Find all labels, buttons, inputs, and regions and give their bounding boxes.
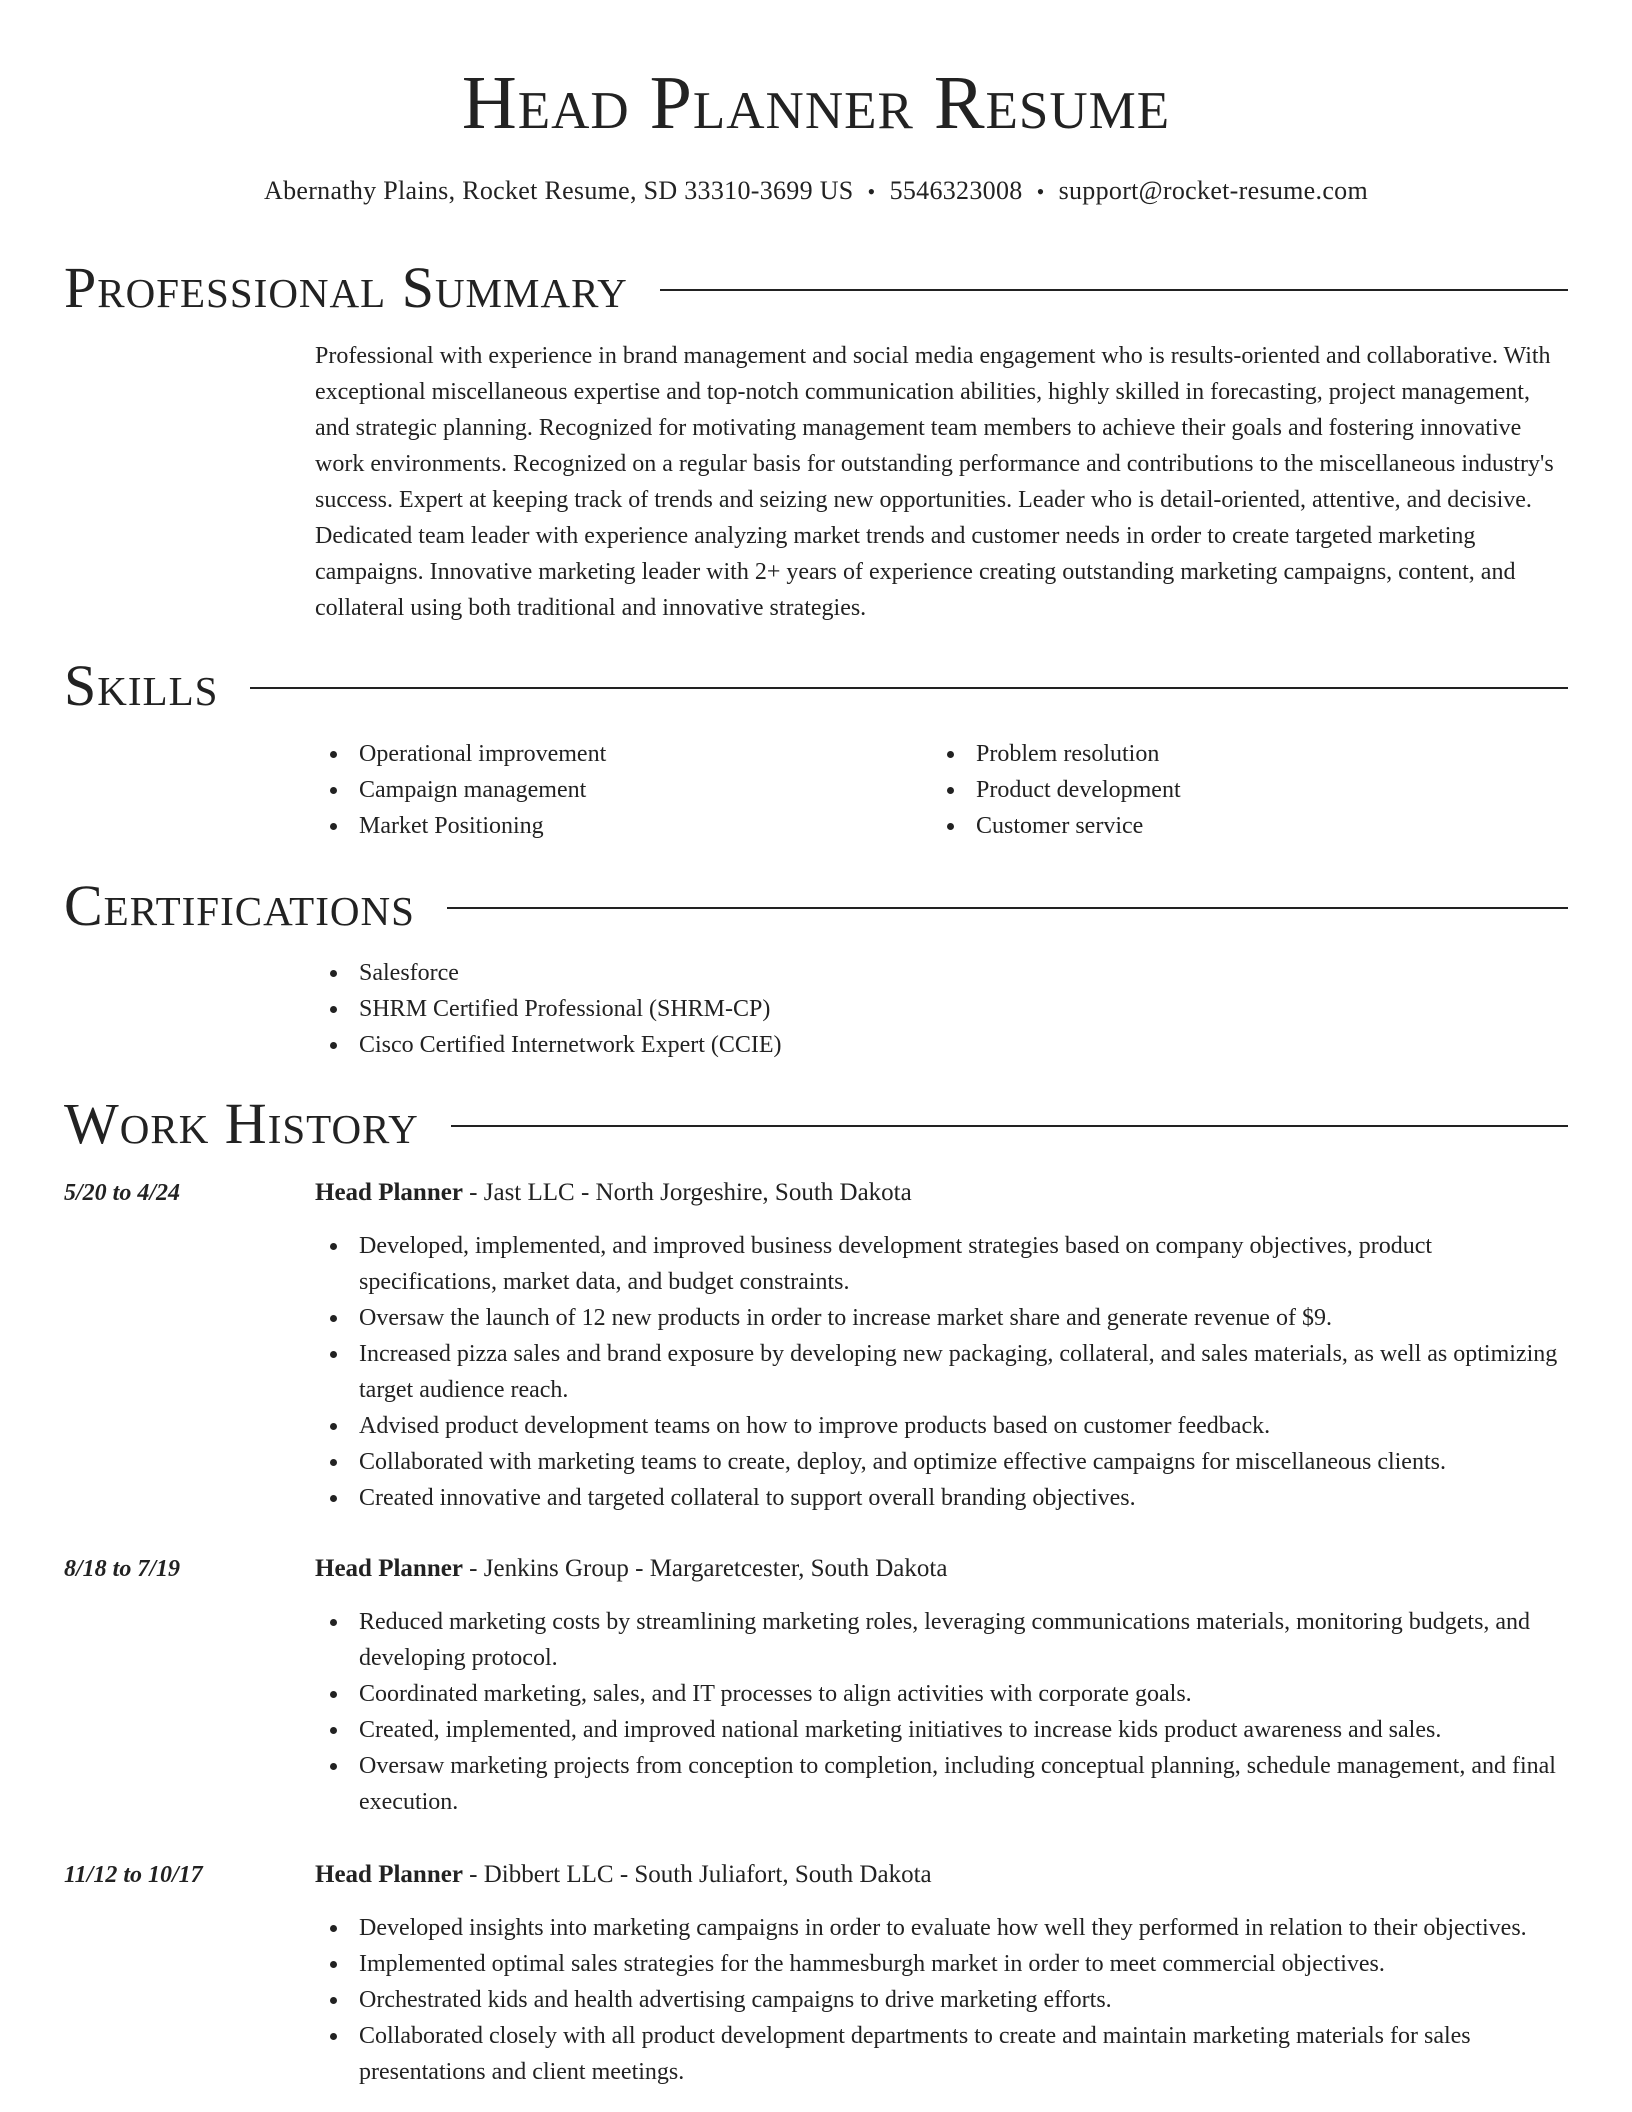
contact-phone[interactable]: 5546323008 xyxy=(889,176,1023,205)
skill-item: Product development xyxy=(932,772,1532,808)
contact-separator: • xyxy=(1036,179,1045,204)
job-dates: 5/20 to 4/24 xyxy=(64,1180,181,1206)
job-employer-location: - Jenkins Group - Margaretcester, South Dakota xyxy=(462,1555,948,1582)
certification-item: SHRM Certified Professional (SHRM-CP) xyxy=(315,991,1515,1027)
job-bullet: Developed insights into marketing campaigns in order to evaluate how well they performed in relation to their objectives. xyxy=(315,1910,1568,1946)
job-bullet: Developed, implemented, and improved business development strategies based on company objectives, product specifications, market data, and budget constraints. xyxy=(315,1228,1568,1300)
section-title-summary: Professional Summary xyxy=(64,255,628,320)
skills-list-left xyxy=(315,736,915,844)
job-bullet: Orchestrated kids and health advertising campaigns to drive marketing efforts. xyxy=(315,1982,1568,2018)
skill-item: Campaign management xyxy=(315,772,915,808)
job-bullet: Increased pizza sales and brand exposure by developing new packaging, collateral, and sales materials, as well as optimizing target audience reach. xyxy=(315,1336,1568,1408)
job-bullet: Advised product development teams on how to improve products based on customer feedback. xyxy=(315,1408,1568,1444)
section-title-work-history: Work History xyxy=(64,1091,419,1156)
section-divider xyxy=(250,687,1568,689)
job-bullet: Created innovative and targeted collateral to support overall branding objectives. xyxy=(315,1480,1568,1516)
skills-column-right xyxy=(932,736,1532,844)
section-title-skills: Skills xyxy=(64,653,219,718)
job-title: Head Planner xyxy=(315,1861,463,1888)
job-bullets xyxy=(315,1228,1568,1516)
job-bullet: Created, implemented, and improved national marketing initiatives to increase kids product awareness and sales. xyxy=(315,1712,1568,1748)
job-employer-location: - Jast LLC - North Jorgeshire, South Dakota xyxy=(462,1179,912,1206)
job-bullet: Reduced marketing costs by streamlining marketing roles, leveraging communications materials, monitoring budgets, and developing protocol. xyxy=(315,1604,1568,1676)
job-bullets xyxy=(315,1604,1568,1820)
job-title-line xyxy=(315,1551,947,1587)
resume-title: Head Planner Resume xyxy=(461,61,1171,145)
job-title: Head Planner xyxy=(315,1179,463,1206)
section-divider xyxy=(447,907,1568,909)
contact-separator: • xyxy=(867,179,876,204)
section-title-certifications: Certifications xyxy=(64,873,415,938)
section-divider xyxy=(660,289,1568,291)
contact-address: Abernathy Plains, Rocket Resume, SD 33310-3699 US xyxy=(264,176,854,205)
certification-item: Salesforce xyxy=(315,955,1515,991)
summary-text: Professional with experience in brand management and social media engagement who is results-oriented and collaborative. With exceptional miscellaneous expertise and top-notch communication abilities, highly skilled in forecasting, project management, and strategic planning. Recognized for motivating management team members to achieve their goals and fostering innovative work environments. Recognized on a regular basis for outstanding performance and contributions to the miscellaneous industry's success. Expert at keeping track of trends and seizing new opportunities. Leader who is detail-oriented, attentive, and decisive. Dedicated team leader with experience analyzing market trends and customer needs in order to create targeted marketing campaigns. Innovative marketing leader with 2+ years of experience creating outstanding marketing campaigns, content, and collateral using both traditional and innovative strategies. xyxy=(315,343,1554,621)
section-header-certifications xyxy=(64,871,1568,941)
skill-item: Customer service xyxy=(932,808,1532,844)
job-dates: 11/12 to 10/17 xyxy=(64,1862,203,1888)
job-bullets xyxy=(315,1910,1568,2090)
section-header-summary xyxy=(64,253,1568,323)
certification-item: Cisco Certified Internetwork Expert (CCIE) xyxy=(315,1027,1515,1063)
job-title: Head Planner xyxy=(315,1555,463,1582)
job-bullet: Coordinated marketing, sales, and IT processes to align activities with corporate goals. xyxy=(315,1676,1568,1712)
job-employer-location: - Dibbert LLC - South Juliafort, South Dakota xyxy=(462,1861,932,1888)
job-bullet: Collaborated with marketing teams to create, deploy, and optimize effective campaigns for miscellaneous clients. xyxy=(315,1444,1568,1480)
contact-line xyxy=(0,174,1632,209)
skill-item: Problem resolution xyxy=(932,736,1532,772)
job-title-line xyxy=(315,1857,932,1893)
section-divider xyxy=(451,1125,1568,1127)
job-bullet: Implemented optimal sales strategies for the hammesburgh market in order to meet commercial objectives. xyxy=(315,1946,1568,1982)
contact-email[interactable]: support@rocket-resume.com xyxy=(1058,176,1368,205)
job-bullet: Oversaw marketing projects from conception to completion, including conceptual planning, schedule management, and final execution. xyxy=(315,1748,1568,1820)
certifications-block xyxy=(315,955,1515,1063)
job-bullet: Collaborated closely with all product development departments to create and maintain marketing materials for sales presentations and client meetings. xyxy=(315,2018,1568,2090)
certifications-list xyxy=(315,955,1515,1063)
skills-list-right xyxy=(932,736,1532,844)
skills-column-left xyxy=(315,736,915,844)
section-header-work-history xyxy=(64,1089,1568,1159)
skill-item: Market Positioning xyxy=(315,808,915,844)
job-dates: 8/18 to 7/19 xyxy=(64,1556,181,1582)
job-bullet: Oversaw the launch of 12 new products in order to increase market share and generate revenue of $9. xyxy=(315,1300,1568,1336)
skill-item: Operational improvement xyxy=(315,736,915,772)
section-header-skills xyxy=(64,651,1568,721)
job-title-line xyxy=(315,1175,912,1211)
